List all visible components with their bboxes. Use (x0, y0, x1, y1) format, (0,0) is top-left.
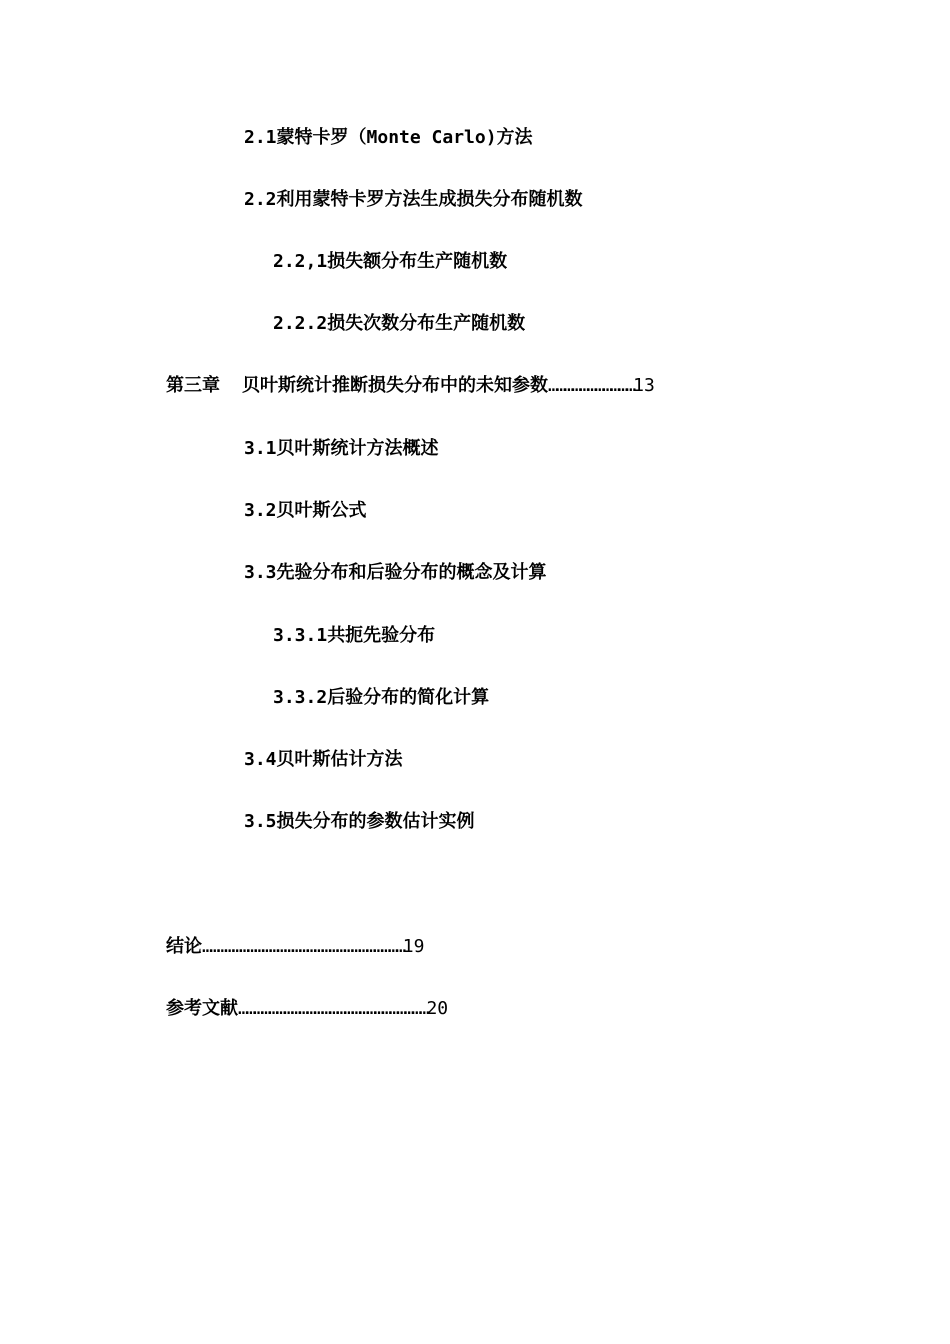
toc-number: 2.1 (244, 127, 277, 148)
chapter-label: 第三章 (166, 375, 220, 396)
toc-title: 损失分布的参数估计实例 (276, 811, 475, 832)
toc-entry-3-3[interactable] (244, 561, 547, 585)
toc-leader-dots: ………………………………………………………………… (238, 998, 427, 1019)
toc-title: 后验分布的简化计算 (327, 687, 490, 708)
toc-entry-3-4[interactable] (244, 748, 403, 772)
toc-title: 贝叶斯估计方法 (276, 749, 403, 770)
toc-title: 蒙特卡罗（Monte Carlo)方法 (276, 127, 533, 148)
toc-title: 贝叶斯公式 (276, 500, 367, 521)
toc-entry-2-2-2[interactable] (273, 312, 525, 336)
toc-entry-chapter-3[interactable] (166, 374, 655, 398)
toc-number: 2.2.2 (273, 313, 328, 334)
toc-title: 共扼先验分布 (327, 625, 436, 646)
toc-title: 结论 (166, 936, 202, 957)
toc-number: 2.2,1 (273, 251, 328, 272)
toc-number: 3.3.1 (273, 625, 328, 646)
toc-title: 贝叶斯统计方法概述 (276, 438, 439, 459)
toc-number: 3.5 (244, 811, 277, 832)
toc-page-number: 20 (426, 998, 449, 1019)
toc-entry-3-3-2[interactable] (273, 686, 489, 710)
toc-entry-2-2-1[interactable] (273, 250, 507, 274)
toc-title: 利用蒙特卡罗方法生成损失分布随机数 (276, 189, 583, 210)
toc-entry-3-2[interactable] (244, 499, 367, 523)
toc-entry-references[interactable] (166, 997, 448, 1021)
toc-entry-3-3-1[interactable] (273, 624, 435, 648)
toc-entry-conclusion[interactable] (166, 935, 424, 959)
toc-page-number: 13 (633, 375, 655, 396)
toc-number: 3.2 (244, 500, 277, 521)
toc-entry-2-1[interactable] (244, 126, 533, 150)
toc-entry-3-1[interactable] (244, 437, 439, 461)
toc-title: 损失次数分布生产随机数 (327, 313, 526, 334)
toc-title: 先验分布和后验分布的概念及计算 (276, 562, 547, 583)
toc-leader-dots: …………………………… (548, 375, 634, 396)
toc-number: 3.4 (244, 749, 277, 770)
toc-page-number: 19 (402, 936, 425, 957)
toc-leader-dots: ……………………………………………………………………… (202, 936, 403, 957)
toc-number: 2.2 (244, 189, 277, 210)
toc-number: 3.3 (244, 562, 277, 583)
toc-number: 3.3.2 (273, 687, 328, 708)
toc-title: 贝叶斯统计推断损失分布中的未知参数 (242, 375, 548, 396)
toc-entry-3-5[interactable] (244, 810, 475, 834)
toc-title: 损失额分布生产随机数 (327, 251, 508, 272)
toc-title: 参考文献 (166, 998, 238, 1019)
toc-number: 3.1 (244, 438, 277, 459)
toc-entry-2-2[interactable] (244, 188, 583, 212)
